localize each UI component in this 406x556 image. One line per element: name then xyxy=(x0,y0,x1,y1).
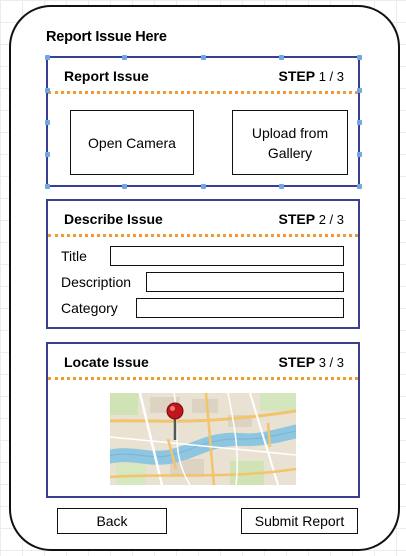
report-issue-card xyxy=(46,56,360,187)
submit-report-button[interactable] xyxy=(241,508,358,534)
description-label: Description xyxy=(61,274,132,290)
selection-handle xyxy=(279,184,284,189)
card-title: Describe Issue xyxy=(64,211,163,227)
selection-handle xyxy=(45,152,50,157)
card-title: Report Issue xyxy=(64,68,149,84)
submit-report-label: Submit Report xyxy=(254,513,345,529)
map-image xyxy=(110,393,296,485)
selection-handle xyxy=(122,55,127,60)
open-camera-label: Open Camera xyxy=(88,134,176,151)
selection-handle xyxy=(45,184,50,189)
step-number: 3 / 3 xyxy=(318,355,344,370)
step-indicator xyxy=(279,354,345,370)
selection-handle xyxy=(201,184,206,189)
card-header xyxy=(48,201,358,237)
map-pin-icon xyxy=(166,402,186,442)
title-input[interactable] xyxy=(110,246,344,266)
open-camera-button[interactable] xyxy=(70,110,194,175)
step-indicator xyxy=(279,211,345,227)
selection-handle xyxy=(357,55,362,60)
selection-handle xyxy=(201,55,206,60)
card-header xyxy=(48,344,358,380)
step-indicator xyxy=(279,68,345,84)
step-word: STEP xyxy=(278,354,315,370)
card-header xyxy=(48,58,358,94)
step-number: 1 / 3 xyxy=(318,69,344,84)
upload-gallery-button[interactable] xyxy=(232,110,348,175)
category-label: Category xyxy=(61,300,118,316)
selection-handle xyxy=(279,55,284,60)
step-word: STEP xyxy=(278,68,315,84)
location-map[interactable] xyxy=(110,393,296,485)
page-title: Report Issue Here xyxy=(46,29,167,45)
upload-gallery-label: Upload from Gallery xyxy=(251,124,329,161)
selection-handle xyxy=(45,88,50,93)
description-input[interactable] xyxy=(146,272,344,292)
back-button[interactable] xyxy=(57,508,167,534)
title-label: Title xyxy=(61,248,87,264)
locate-issue-card xyxy=(46,342,360,498)
selection-handle xyxy=(357,184,362,189)
category-input[interactable] xyxy=(136,298,344,318)
describe-issue-card xyxy=(46,199,360,329)
selection-handle xyxy=(357,88,362,93)
back-label: Back xyxy=(96,513,128,529)
selection-handle xyxy=(45,120,50,125)
selection-handle xyxy=(357,152,362,157)
selection-handle xyxy=(357,120,362,125)
card-title: Locate Issue xyxy=(64,354,149,370)
selection-handle xyxy=(122,184,127,189)
selection-handle xyxy=(45,55,50,60)
step-word: STEP xyxy=(278,211,315,227)
step-number: 2 / 3 xyxy=(318,212,344,227)
